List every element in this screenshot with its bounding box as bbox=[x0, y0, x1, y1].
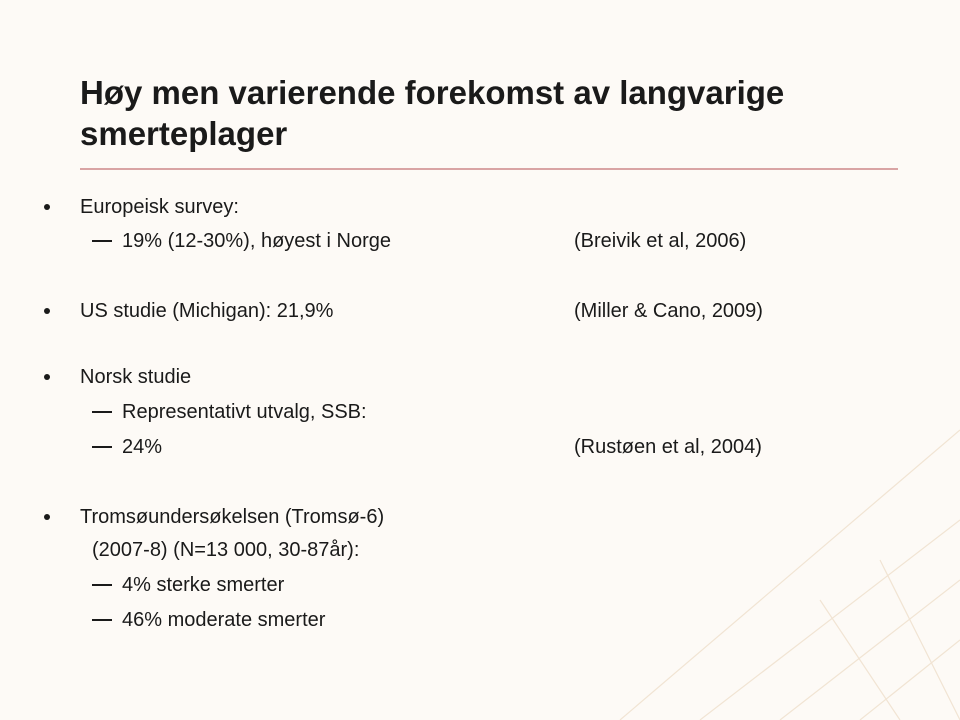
title-line-2: smerteplager bbox=[80, 115, 288, 152]
europeisk-result: 19% (12-30%), høyest i Norge bbox=[122, 230, 392, 252]
slide-title bbox=[80, 72, 900, 154]
europeisk-reference: (Breivik et al, 2006) bbox=[574, 230, 747, 252]
bullet-dot bbox=[44, 204, 50, 210]
dash-icon bbox=[92, 446, 112, 448]
bullet-dot bbox=[44, 374, 50, 380]
norsk-result: 24% bbox=[122, 436, 163, 458]
bullet-dot bbox=[44, 308, 50, 314]
tromso-strong-pain: 4% sterke smerter bbox=[122, 574, 285, 596]
tromso-details: (2007-8) (N=13 000, 30-87år): bbox=[92, 539, 360, 561]
title-line-1: Høy men varierende forekomst av langvarige bbox=[80, 74, 785, 111]
bullet-us-studie: US studie (Michigan): 21,9% bbox=[80, 300, 334, 322]
us-reference: (Miller & Cano, 2009) bbox=[574, 300, 763, 322]
bullet-norsk-studie: Norsk studie bbox=[80, 366, 192, 388]
dash-icon bbox=[92, 411, 112, 413]
dash-icon bbox=[92, 619, 112, 621]
dash-icon bbox=[92, 240, 112, 242]
bullet-dot bbox=[44, 514, 50, 520]
norsk-reference: (Rustøen et al, 2004) bbox=[574, 436, 762, 458]
bullet-europeisk: Europeisk survey: bbox=[80, 196, 239, 218]
title-divider bbox=[80, 168, 898, 170]
tromso-moderate-pain: 46% moderate smerter bbox=[122, 609, 326, 631]
dash-icon bbox=[92, 584, 112, 586]
bullet-tromso: Tromsøundersøkelsen (Tromsø-6) bbox=[80, 506, 385, 528]
norsk-sample: Representativt utvalg, SSB: bbox=[122, 401, 367, 423]
